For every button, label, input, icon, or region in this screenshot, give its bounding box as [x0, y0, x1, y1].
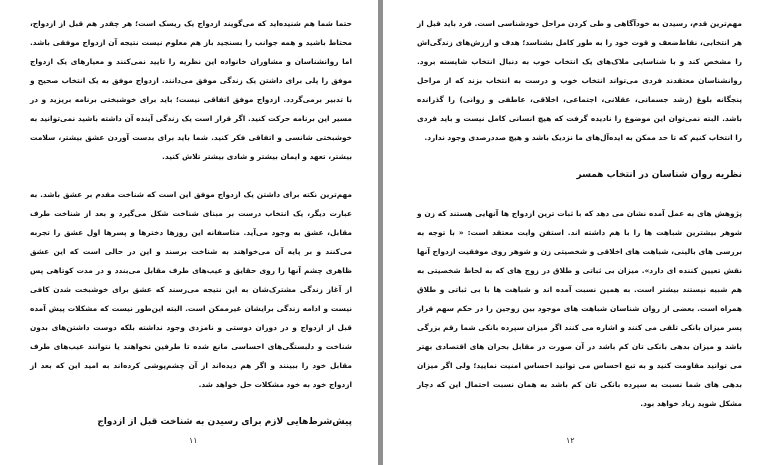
left-section-heading: پیش‌شرط‌هایی لازم برای رسیدن به شناخت قبل از ازدواج	[97, 417, 352, 427]
right-page-text-column	[417, 14, 742, 432]
right-paragraph-1: مهم‌ترین قدم، رسیدن به خودآگاهی و طی کردن مراحل خودشناسی است. فرد باید قبل از هر انتخابی، نقاط‌ضعف و قوت خود را به طور کامل بشناسد؛ هدف و ارزش‌های زندگی‌اش را مشخص کند و با شناسایی ملاک‌های یک انتخاب خوب به دنبال انتخاب شایسته برود. روانشناسان معتقدند فردی می‌تواند انتخاب خوب و درست به انتخاب بزند که از مراحل پنجگانه بلوغ (رشد جسمانی، عقلانی، اجتماعی، اخلاقی، عاطفی و روانی) را گذرانده باشد. البته نمی‌توان این موضوع را نادیده گرفت که هیچ انسانی کامل نیست و باید فردی را انتخاب کنیم که تا حد ممکن به ایده‌آل‌های ما نزدیک باشد و هیچ صددرصدی وجود ندارد.	[417, 19, 742, 142]
left-paragraph-1: حتما شما هم شنیده‌اید که می‌گویند ازدواج یک ریسک است؛ هر چقدر هم قبل از ازدواج، محتاط باشید و همه جوانب را بسنجید باز هم معلوم نیست نتیجه آن ازدواج موفقی باشد. اما روانشناسان و مشاوران خانواده این نظریه را تایید نمی‌کنند و معیارهای یک ازدواج موفق را پلی برای داشتن یک زندگی موفق می‌دانند. ازدواج موفق به یک انتخاب صحیح و با تدبیر برمی‌گردد. ازدواج موفق اتفاقی نیست؛ باید برای خوشبختی برنامه بریزید و در مسیر این برنامه حرکت کنید. اگر قرار است یک زندگی آینده آن داشته باشید نمی‌توانید به خوشبختی شانسی و اتفاقی فکر کنید. شما باید برای بدست آوردن عشق بیشتر، سلامت بیشتر، تعهد و ایمان بیشتر و شادی بیشتر تلاش کنید.	[30, 19, 352, 161]
right-paragraph-2: پژوهش های به عمل آمده نشان می دهد که با ثبات ترین ازدواج ها آنهایی هستند که زن و شوهر بیشترین شباهت ها را با هم داشته اند. استفن وایت معتقد است: « با توجه به بررسی های بالینی، شباهت های اخلاقی و شخصیتی زن و شوهر روی موفقیت ازدواج آنها نقش تعیین کننده ای دارد». میزان بی ثباتی و طلاق در زوج های که به لحاظ شخصیتی به هم شبیه نیستند بیشتر است. به همین نسبت آمده اند و شباهت ها با بی ثباتی و طلاق همراه است. بعضی از روان شناسان شباهت های موجود بین زوجین را در حکم سهم قرار پسر میزان بانکی تلقی می کنند و اشاره می کنند اگر میزان سپرده بانکی شما رقم بزرگی باشد و میزان بدهی بانکی تان کم باشد در آن صورت در مقابل بحران های اقتصادی بهتر می توانید مقاومت کنید و به تبع احساس می توانید احساس امنیت نمایید؛ ولی اگر میزان بدهی های شما نسبت به سپرده بانکی تان کم باشد به همان نسبت احتمال این که دچار مشکل شوید زیاد خواهد بود.	[417, 209, 742, 408]
right-section-heading: نظریه روان شناسان در انتخاب همسر	[576, 170, 742, 180]
right-page-number: ۱۲	[566, 436, 575, 445]
right-page	[383, 0, 768, 465]
left-page-text-column	[30, 14, 352, 432]
left-page-number: ۱۱	[189, 436, 198, 445]
left-page	[0, 0, 378, 465]
left-paragraph-2: مهم‌ترین نکته برای داشتن یک ازدواج موفق این است که شناخت مقدم بر عشق باشد. به عبارت دیگر، یک انتخاب درست بر مبنای شناخت شکل می‌گیرد و بعد از شناخت طرف مقابل، عشق به وجود می‌آید. متاسفانه این روزها دخترها و پسرها اول عشق را تجربه می‌کنند و بر پایه آن می‌خواهند به شناخت برسند و این در حالی است که این عشق ظاهری چشم آنها را روی حقایق و عیب‌های طرف مقابل می‌بندد و در مدت کوتاهی پس از آغاز زندگی مشترک‌شان به این نتیجه می‌رسند که عشق برای خوشبخت شدن کافی نیست و ادامه زندگی برایشان غیرممکن است. البته این‌طور نیست که مشکلات پیش آمده قبل از ازدواج و در دوران دوستی و نامزدی وجود نداشته بلکه دوست داشتن‌های بدون شناخت و دلبستگی‌های احساسی مانع شده تا طرفین نخواهند یا نتوانند عیب‌های طرف مقابل خود را ببینند و اگر هم دیده‌اند از آن چشم‌پوشی کرده‌اند به امید این که بعد از ازدواج خود به خود مشکلات حل خواهد شد.	[30, 190, 352, 389]
